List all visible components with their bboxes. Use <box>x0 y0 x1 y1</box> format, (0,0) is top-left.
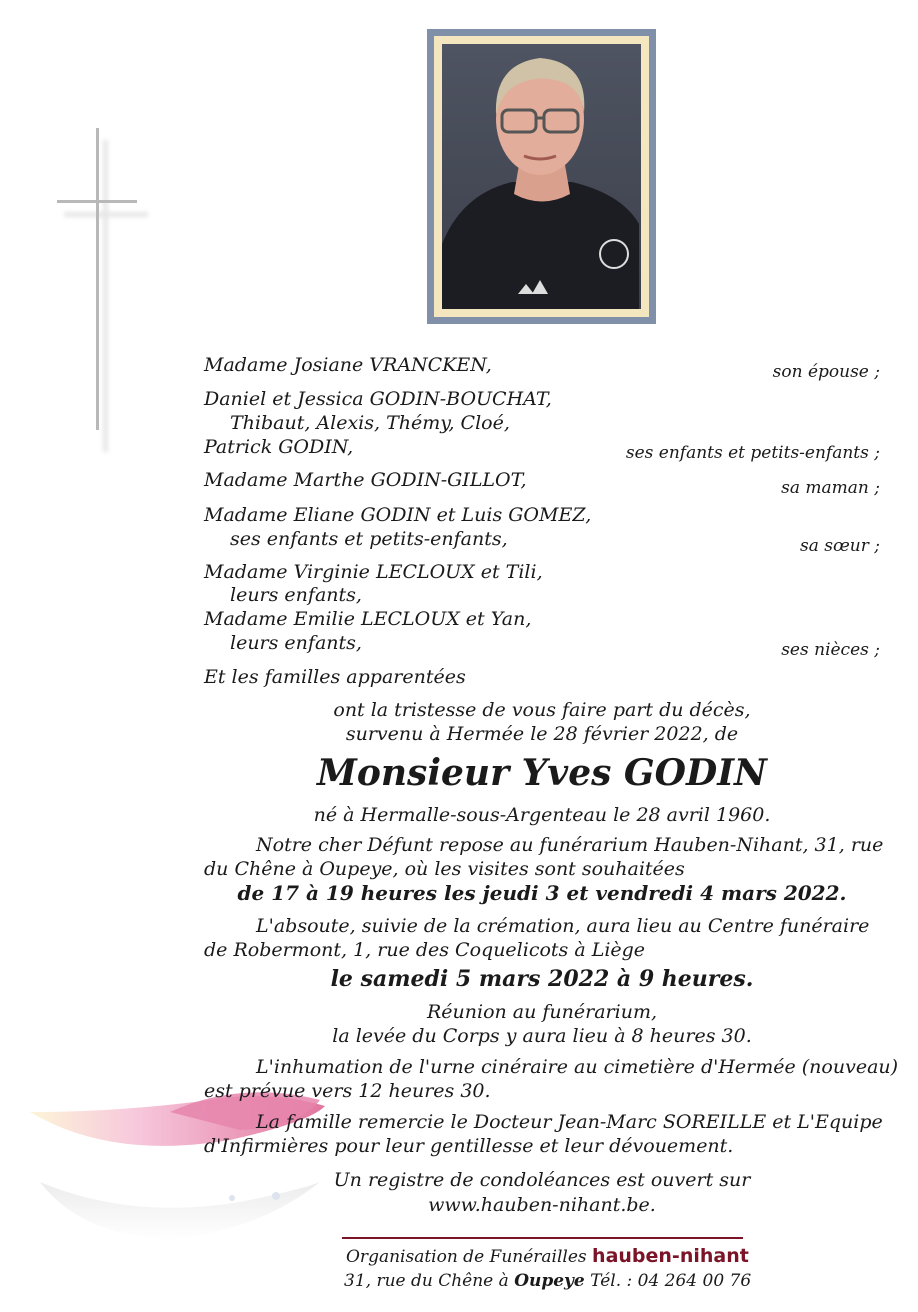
announcement-line: ont la tristesse de vous faire part du décès, <box>333 699 751 721</box>
ceremony-date: le samedi 5 mars 2022 à 9 heures. <box>330 966 754 992</box>
visitation-line: du Chêne à Oupeye, où les visites sont souhaitées <box>204 858 685 880</box>
footer-organisation <box>346 1244 749 1269</box>
family-line: Patrick GODIN, <box>204 436 354 458</box>
burial-line: est prévue vers 12 heures 30. <box>204 1080 491 1102</box>
family-line: Madame Virginie LECLOUX et Tili, <box>204 561 543 583</box>
visitation-hours: de 17 à 19 heures les jeudi 3 et vendredi 4 mars 2022. <box>237 881 847 905</box>
family-relation: son épouse ; <box>772 362 880 382</box>
footer-address <box>344 1269 751 1293</box>
registry-line: Un registre de condoléances est ouvert sur <box>333 1169 751 1191</box>
ceremony-line: L'absoute, suivie de la crémation, aura lieu au Centre funéraire <box>256 915 870 937</box>
brand-logo: hauben-nihant <box>592 1245 749 1267</box>
visitation-line: Notre cher Défunt repose au funérarium Hauben-Nihant, 31, rue <box>256 834 884 856</box>
ceremony-line: de Robermont, 1, rue des Coquelicots à Liège <box>204 939 646 961</box>
footer-phone: Tél. : 04 264 00 76 <box>590 1271 752 1291</box>
footer-org-label: Organisation de Funérailles <box>346 1247 587 1267</box>
family-line: Daniel et Jessica GODIN-BOUCHAT, <box>204 388 552 410</box>
family-relation: sa sœur ; <box>799 536 880 556</box>
family-line: Et les familles apparentées <box>204 666 466 688</box>
family-line: leurs enfants, <box>230 584 362 606</box>
footer-divider <box>342 1237 743 1239</box>
registry-url[interactable]: www.hauben-nihant.be. <box>428 1194 656 1216</box>
footer-address-city: Oupeye <box>514 1271 585 1291</box>
family-line: Madame Marthe GODIN-GILLOT, <box>204 469 527 491</box>
family-line: ses enfants et petits-enfants, <box>230 528 508 550</box>
deceased-name: Monsieur Yves GODIN <box>317 752 767 794</box>
ceremony-meeting: Réunion au funérarium, <box>426 1001 658 1023</box>
ceremony-meeting: la levée du Corps y aura lieu à 8 heures 30. <box>332 1025 752 1047</box>
family-line: Madame Emilie LECLOUX et Yan, <box>204 608 532 630</box>
portrait-frame <box>427 29 656 324</box>
thanks-line: La famille remercie le Docteur Jean-Marc SOREILLE et L'Equipe <box>256 1111 883 1133</box>
burial-line: L'inhumation de l'urne cinéraire au cimetière d'Hermée (nouveau) <box>256 1056 899 1078</box>
family-relation: sa maman ; <box>781 478 880 498</box>
family-line: Madame Eliane GODIN et Luis GOMEZ, <box>204 504 592 526</box>
family-relation: ses enfants et petits-enfants ; <box>625 443 880 463</box>
family-relation: ses nièces ; <box>781 640 880 660</box>
family-line: Madame Josiane VRANCKEN, <box>204 354 492 376</box>
footer-address-street: 31, rue du Chêne à <box>344 1271 509 1291</box>
thanks-line: d'Infirmières pour leur gentillesse et leur dévouement. <box>204 1135 734 1157</box>
announcement-line: survenu à Hermée le 28 février 2022, de <box>345 723 739 745</box>
family-line: leurs enfants, <box>230 632 362 654</box>
family-line: Thibaut, Alexis, Thémy, Cloé, <box>230 412 510 434</box>
birth-line: né à Hermalle-sous-Argenteau le 28 avril 1960. <box>313 804 771 826</box>
portrait-photo <box>442 44 641 309</box>
